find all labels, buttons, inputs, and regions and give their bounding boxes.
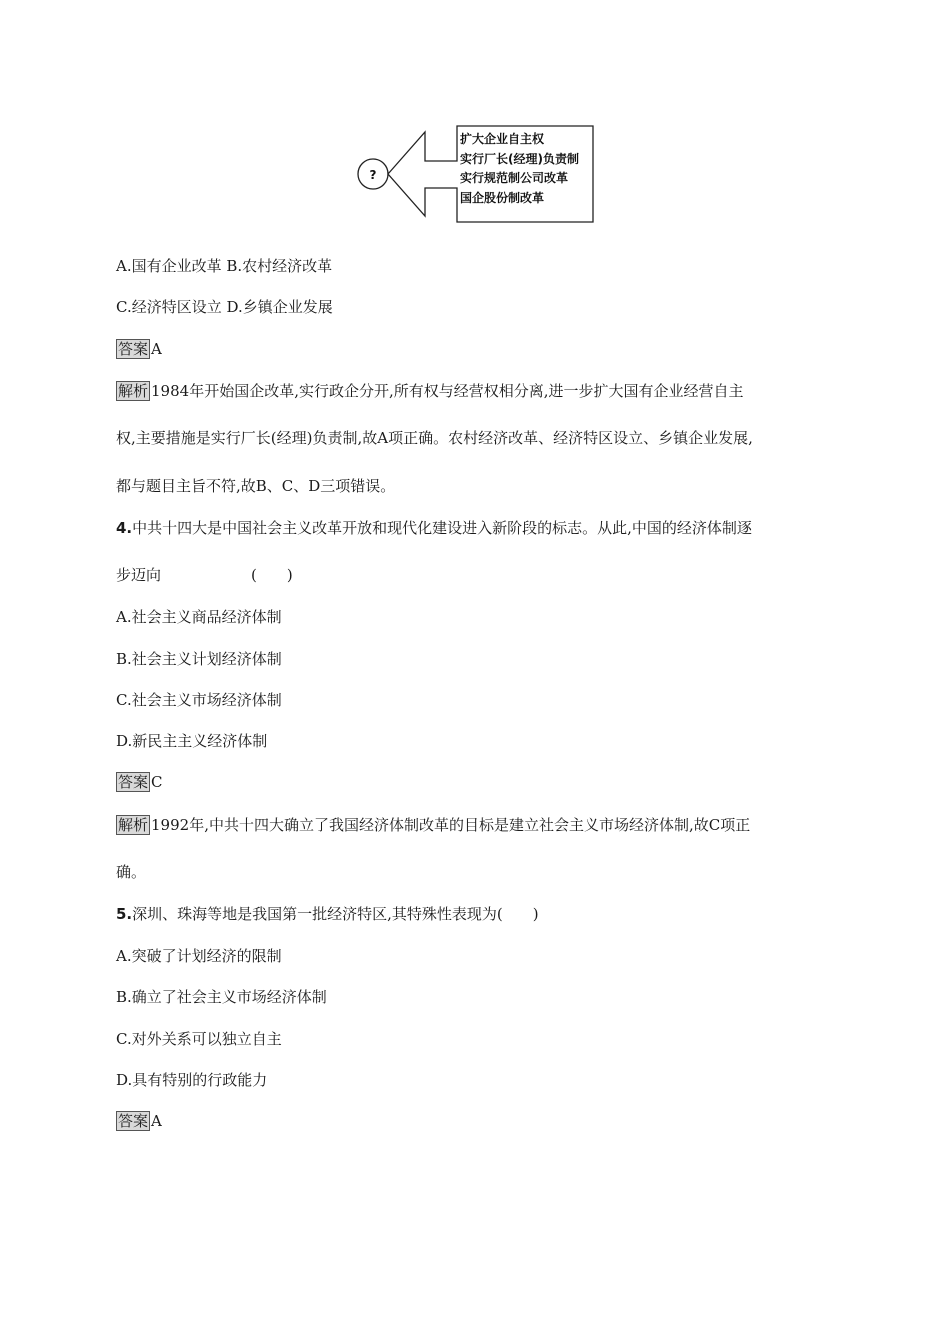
q3-options-ab: A.国有企业改革 B.农村经济改革: [116, 257, 333, 275]
q3-analysis-line-1: [116, 381, 744, 401]
q3-analysis-text-1: 1984年开始国企改革,实行政企分开,所有权与经营权相分离,进一步扩大国有企业经营自主: [151, 382, 744, 400]
q4-answer-value: C: [151, 773, 163, 791]
q5-option-c: C.对外关系可以独立自主: [116, 1030, 282, 1048]
q4-stem-line-2: [116, 565, 293, 585]
q5-stem: [116, 904, 539, 924]
q4-stem-text-1: 中共十四大是中国社会主义改革开放和现代化建设进入新阶段的标志。从此,中国的经济体制逐: [132, 519, 752, 537]
diagram-line-4: 国企股份制改革: [460, 190, 545, 205]
q4-stem-text-2: 步迈向: [116, 566, 162, 584]
q3-options-cd: C.经济特区设立 D.乡镇企业发展: [116, 298, 333, 316]
q4-number: 4.: [116, 519, 133, 537]
diagram-line-2: 实行厂长(经理)负责制: [460, 151, 579, 166]
q4-option-c: C.社会主义市场经济体制: [116, 691, 282, 709]
q3-answer-value: A: [151, 340, 162, 358]
answer-tag: 答案: [118, 773, 149, 791]
diagram-text-block: [460, 130, 592, 208]
q4-analysis-text-1: 1992年,中共十四大确立了我国经济体制改革的目标是建立社会主义市场经济体制,故C项正: [151, 816, 751, 834]
q4-answer-paren: ( ): [251, 566, 293, 584]
q4-option-a: A.社会主义商品经济体制: [116, 608, 282, 626]
q5-answer-value: A: [151, 1112, 162, 1130]
q4-answer-row: [116, 772, 163, 792]
answer-tag: 答案: [118, 340, 149, 358]
q5-option-d: D.具有特别的行政能力: [116, 1071, 268, 1089]
q5-number: 5.: [116, 905, 133, 923]
q5-answer-row: [116, 1111, 162, 1131]
diagram-line-1: 扩大企业自主权: [460, 132, 545, 146]
question-mark-label: ?: [369, 168, 377, 182]
q5-option-b: B.确立了社会主义市场经济体制: [116, 988, 327, 1006]
analysis-tag: 解析: [118, 816, 149, 834]
q5-option-a: A.突破了计划经济的限制: [116, 947, 282, 965]
q5-stem-text: 深圳、珠海等地是我国第一批经济特区,其特殊性表现为( ): [132, 905, 539, 923]
q4-analysis-line-2: 确。: [116, 863, 147, 881]
q3-answer-row: [116, 339, 162, 359]
q4-option-b: B.社会主义计划经济体制: [116, 650, 282, 668]
q3-analysis-line-2: 权,主要措施是实行厂长(经理)负责制,故A项正确。农村经济改革、经济特区设立、乡镇企业发展,: [116, 429, 753, 447]
reform-diagram: [352, 124, 596, 224]
diagram-line-3: 实行规范制公司改革: [460, 171, 569, 185]
q4-stem-line-1: [116, 518, 752, 538]
q3-analysis-line-3: 都与题目主旨不符,故B、C、D三项错误。: [116, 477, 396, 495]
q4-option-d: D.新民主主义经济体制: [116, 732, 268, 750]
analysis-tag: 解析: [118, 382, 149, 400]
answer-tag: 答案: [118, 1112, 149, 1130]
q4-analysis-line-1: [116, 815, 750, 835]
